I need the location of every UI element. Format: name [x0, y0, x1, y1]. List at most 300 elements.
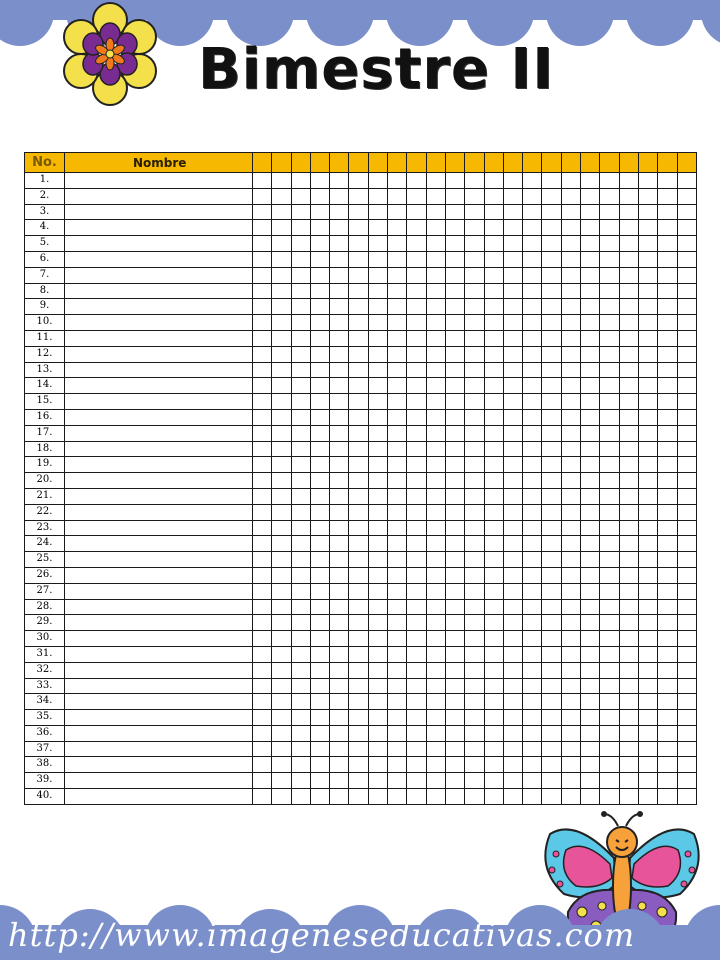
grade-cell[interactable] [581, 204, 600, 220]
grade-cell[interactable] [638, 362, 657, 378]
grade-cell[interactable] [310, 394, 329, 410]
grade-cell[interactable] [272, 346, 291, 362]
grade-cell[interactable] [407, 504, 426, 520]
grade-cell[interactable] [388, 188, 407, 204]
grade-cell[interactable] [465, 283, 484, 299]
grade-cell[interactable] [600, 662, 619, 678]
grade-cell[interactable] [677, 173, 696, 189]
grade-cell[interactable] [330, 520, 349, 536]
grade-cell[interactable] [484, 173, 503, 189]
grade-cell[interactable] [523, 678, 542, 694]
grade-cell[interactable] [523, 425, 542, 441]
grade-cell[interactable] [253, 204, 272, 220]
grade-cell[interactable] [658, 315, 677, 331]
grade-cell[interactable] [600, 204, 619, 220]
grade-cell[interactable] [272, 552, 291, 568]
grade-cell[interactable] [581, 251, 600, 267]
grade-cell[interactable] [330, 188, 349, 204]
grade-cell[interactable] [291, 583, 310, 599]
grade-cell[interactable] [445, 330, 464, 346]
grade-cell[interactable] [638, 741, 657, 757]
grade-cell[interactable] [600, 504, 619, 520]
grade-cell[interactable] [330, 536, 349, 552]
grade-cell[interactable] [658, 283, 677, 299]
grade-cell[interactable] [503, 725, 522, 741]
grade-cell[interactable] [581, 409, 600, 425]
grade-cell[interactable] [272, 615, 291, 631]
grade-cell[interactable] [465, 694, 484, 710]
grade-cell[interactable] [426, 520, 445, 536]
grade-cell[interactable] [600, 346, 619, 362]
grade-cell[interactable] [349, 567, 368, 583]
grade-cell[interactable] [445, 236, 464, 252]
grade-cell[interactable] [638, 236, 657, 252]
grade-cell[interactable] [542, 789, 561, 805]
grade-cell[interactable] [638, 409, 657, 425]
grade-cell[interactable] [658, 409, 677, 425]
grade-cell[interactable] [600, 646, 619, 662]
grade-cell[interactable] [619, 315, 638, 331]
name-cell[interactable] [65, 251, 253, 267]
grade-cell[interactable] [310, 631, 329, 647]
grade-cell[interactable] [503, 662, 522, 678]
grade-cell[interactable] [253, 267, 272, 283]
grade-cell[interactable] [619, 330, 638, 346]
grade-cell[interactable] [600, 757, 619, 773]
grade-cell[interactable] [677, 552, 696, 568]
grade-cell[interactable] [310, 362, 329, 378]
grade-cell[interactable] [330, 220, 349, 236]
grade-cell[interactable] [561, 773, 580, 789]
grade-cell[interactable] [677, 599, 696, 615]
grade-cell[interactable] [542, 741, 561, 757]
grade-cell[interactable] [638, 725, 657, 741]
grade-cell[interactable] [600, 773, 619, 789]
grade-cell[interactable] [619, 220, 638, 236]
grade-cell[interactable] [349, 299, 368, 315]
grade-cell[interactable] [388, 220, 407, 236]
grade-cell[interactable] [638, 789, 657, 805]
grade-cell[interactable] [445, 646, 464, 662]
grade-cell[interactable] [658, 678, 677, 694]
grade-cell[interactable] [542, 346, 561, 362]
grade-cell[interactable] [581, 473, 600, 489]
grade-cell[interactable] [561, 599, 580, 615]
grade-cell[interactable] [465, 773, 484, 789]
grade-cell[interactable] [407, 488, 426, 504]
grade-cell[interactable] [407, 409, 426, 425]
grade-cell[interactable] [272, 330, 291, 346]
grade-cell[interactable] [291, 346, 310, 362]
grade-cell[interactable] [368, 536, 387, 552]
grade-cell[interactable] [638, 441, 657, 457]
grade-cell[interactable] [407, 552, 426, 568]
grade-cell[interactable] [253, 315, 272, 331]
grade-cell[interactable] [600, 457, 619, 473]
grade-cell[interactable] [349, 330, 368, 346]
grade-cell[interactable] [368, 741, 387, 757]
grade-cell[interactable] [426, 220, 445, 236]
name-cell[interactable] [65, 346, 253, 362]
grade-cell[interactable] [581, 488, 600, 504]
grade-cell[interactable] [426, 346, 445, 362]
grade-cell[interactable] [426, 583, 445, 599]
grade-cell[interactable] [426, 567, 445, 583]
name-cell[interactable] [65, 473, 253, 489]
grade-cell[interactable] [388, 725, 407, 741]
grade-cell[interactable] [272, 536, 291, 552]
grade-cell[interactable] [407, 188, 426, 204]
name-cell[interactable] [65, 315, 253, 331]
name-cell[interactable] [65, 220, 253, 236]
grade-cell[interactable] [542, 552, 561, 568]
grade-cell[interactable] [388, 394, 407, 410]
grade-cell[interactable] [542, 204, 561, 220]
grade-cell[interactable] [330, 251, 349, 267]
grade-cell[interactable] [349, 473, 368, 489]
grade-cell[interactable] [407, 725, 426, 741]
grade-cell[interactable] [484, 394, 503, 410]
grade-cell[interactable] [561, 567, 580, 583]
grade-cell[interactable] [484, 789, 503, 805]
grade-cell[interactable] [542, 678, 561, 694]
grade-cell[interactable] [542, 662, 561, 678]
grade-cell[interactable] [542, 567, 561, 583]
grade-cell[interactable] [638, 694, 657, 710]
grade-cell[interactable] [445, 473, 464, 489]
grade-cell[interactable] [581, 662, 600, 678]
grade-cell[interactable] [291, 267, 310, 283]
grade-cell[interactable] [426, 394, 445, 410]
grade-cell[interactable] [272, 520, 291, 536]
grade-cell[interactable] [658, 251, 677, 267]
grade-cell[interactable] [677, 757, 696, 773]
grade-cell[interactable] [349, 362, 368, 378]
grade-cell[interactable] [619, 725, 638, 741]
grade-cell[interactable] [484, 220, 503, 236]
grade-cell[interactable] [523, 173, 542, 189]
grade-cell[interactable] [291, 552, 310, 568]
grade-cell[interactable] [503, 757, 522, 773]
grade-cell[interactable] [253, 567, 272, 583]
grade-cell[interactable] [407, 330, 426, 346]
grade-cell[interactable] [330, 504, 349, 520]
grade-cell[interactable] [638, 188, 657, 204]
grade-cell[interactable] [677, 394, 696, 410]
grade-cell[interactable] [503, 283, 522, 299]
grade-cell[interactable] [272, 567, 291, 583]
grade-cell[interactable] [658, 441, 677, 457]
grade-cell[interactable] [542, 773, 561, 789]
grade-cell[interactable] [677, 330, 696, 346]
grade-cell[interactable] [658, 567, 677, 583]
grade-cell[interactable] [291, 251, 310, 267]
grade-cell[interactable] [445, 204, 464, 220]
name-cell[interactable] [65, 394, 253, 410]
grade-cell[interactable] [445, 520, 464, 536]
name-cell[interactable] [65, 789, 253, 805]
grade-cell[interactable] [658, 236, 677, 252]
grade-cell[interactable] [523, 773, 542, 789]
grade-cell[interactable] [388, 678, 407, 694]
grade-cell[interactable] [484, 710, 503, 726]
grade-cell[interactable] [330, 346, 349, 362]
grade-cell[interactable] [388, 346, 407, 362]
grade-cell[interactable] [542, 394, 561, 410]
grade-cell[interactable] [600, 741, 619, 757]
grade-cell[interactable] [677, 536, 696, 552]
grade-cell[interactable] [503, 615, 522, 631]
grade-cell[interactable] [272, 773, 291, 789]
grade-cell[interactable] [349, 552, 368, 568]
grade-cell[interactable] [465, 378, 484, 394]
grade-cell[interactable] [600, 520, 619, 536]
grade-cell[interactable] [253, 662, 272, 678]
grade-cell[interactable] [542, 409, 561, 425]
grade-cell[interactable] [310, 520, 329, 536]
grade-cell[interactable] [677, 362, 696, 378]
grade-cell[interactable] [426, 725, 445, 741]
name-cell[interactable] [65, 173, 253, 189]
grade-cell[interactable] [600, 488, 619, 504]
grade-cell[interactable] [291, 725, 310, 741]
grade-cell[interactable] [445, 299, 464, 315]
grade-cell[interactable] [581, 330, 600, 346]
grade-cell[interactable] [349, 236, 368, 252]
grade-cell[interactable] [484, 251, 503, 267]
grade-cell[interactable] [291, 741, 310, 757]
grade-cell[interactable] [542, 583, 561, 599]
grade-cell[interactable] [253, 583, 272, 599]
grade-cell[interactable] [349, 741, 368, 757]
grade-cell[interactable] [388, 599, 407, 615]
grade-cell[interactable] [600, 267, 619, 283]
grade-cell[interactable] [465, 662, 484, 678]
grade-cell[interactable] [561, 173, 580, 189]
grade-cell[interactable] [503, 710, 522, 726]
grade-cell[interactable] [542, 267, 561, 283]
grade-cell[interactable] [658, 583, 677, 599]
grade-cell[interactable] [503, 583, 522, 599]
grade-cell[interactable] [388, 236, 407, 252]
grade-cell[interactable] [330, 646, 349, 662]
grade-cell[interactable] [310, 567, 329, 583]
grade-cell[interactable] [426, 710, 445, 726]
grade-cell[interactable] [407, 757, 426, 773]
grade-cell[interactable] [388, 757, 407, 773]
grade-cell[interactable] [310, 646, 329, 662]
grade-cell[interactable] [407, 710, 426, 726]
grade-cell[interactable] [426, 315, 445, 331]
grade-cell[interactable] [291, 236, 310, 252]
grade-cell[interactable] [638, 646, 657, 662]
grade-cell[interactable] [388, 473, 407, 489]
grade-cell[interactable] [561, 725, 580, 741]
grade-cell[interactable] [542, 473, 561, 489]
grade-cell[interactable] [465, 457, 484, 473]
grade-cell[interactable] [619, 204, 638, 220]
grade-cell[interactable] [291, 315, 310, 331]
grade-cell[interactable] [465, 583, 484, 599]
grade-cell[interactable] [310, 346, 329, 362]
grade-cell[interactable] [368, 678, 387, 694]
grade-cell[interactable] [465, 346, 484, 362]
grade-cell[interactable] [330, 394, 349, 410]
grade-cell[interactable] [349, 488, 368, 504]
grade-cell[interactable] [310, 504, 329, 520]
grade-cell[interactable] [368, 646, 387, 662]
grade-cell[interactable] [407, 536, 426, 552]
grade-cell[interactable] [658, 773, 677, 789]
grade-cell[interactable] [523, 267, 542, 283]
grade-cell[interactable] [581, 378, 600, 394]
grade-cell[interactable] [253, 394, 272, 410]
grade-cell[interactable] [581, 646, 600, 662]
grade-cell[interactable] [330, 362, 349, 378]
grade-cell[interactable] [349, 646, 368, 662]
grade-cell[interactable] [503, 504, 522, 520]
grade-cell[interactable] [561, 710, 580, 726]
grade-cell[interactable] [407, 567, 426, 583]
grade-cell[interactable] [503, 741, 522, 757]
grade-cell[interactable] [310, 220, 329, 236]
grade-cell[interactable] [330, 173, 349, 189]
grade-cell[interactable] [426, 204, 445, 220]
grade-cell[interactable] [310, 457, 329, 473]
grade-cell[interactable] [523, 615, 542, 631]
grade-cell[interactable] [581, 678, 600, 694]
grade-cell[interactable] [272, 362, 291, 378]
grade-cell[interactable] [638, 615, 657, 631]
grade-cell[interactable] [445, 251, 464, 267]
grade-cell[interactable] [368, 520, 387, 536]
grade-cell[interactable] [445, 457, 464, 473]
grade-cell[interactable] [330, 615, 349, 631]
grade-cell[interactable] [619, 694, 638, 710]
grade-cell[interactable] [619, 599, 638, 615]
grade-cell[interactable] [445, 725, 464, 741]
grade-cell[interactable] [484, 441, 503, 457]
grade-cell[interactable] [388, 646, 407, 662]
grade-cell[interactable] [465, 789, 484, 805]
grade-cell[interactable] [658, 694, 677, 710]
grade-cell[interactable] [619, 631, 638, 647]
grade-cell[interactable] [407, 251, 426, 267]
grade-cell[interactable] [388, 378, 407, 394]
grade-cell[interactable] [619, 552, 638, 568]
grade-cell[interactable] [253, 678, 272, 694]
grade-cell[interactable] [523, 757, 542, 773]
grade-cell[interactable] [253, 251, 272, 267]
grade-cell[interactable] [388, 631, 407, 647]
grade-cell[interactable] [272, 725, 291, 741]
grade-cell[interactable] [542, 283, 561, 299]
grade-cell[interactable] [503, 473, 522, 489]
grade-cell[interactable] [291, 757, 310, 773]
grade-cell[interactable] [349, 425, 368, 441]
grade-cell[interactable] [561, 267, 580, 283]
grade-cell[interactable] [658, 362, 677, 378]
grade-cell[interactable] [658, 267, 677, 283]
grade-cell[interactable] [503, 220, 522, 236]
grade-cell[interactable] [638, 552, 657, 568]
grade-cell[interactable] [445, 662, 464, 678]
grade-cell[interactable] [503, 346, 522, 362]
grade-cell[interactable] [581, 267, 600, 283]
grade-cell[interactable] [523, 188, 542, 204]
grade-cell[interactable] [638, 283, 657, 299]
grade-cell[interactable] [272, 741, 291, 757]
grade-cell[interactable] [600, 536, 619, 552]
grade-cell[interactable] [465, 441, 484, 457]
grade-cell[interactable] [407, 394, 426, 410]
grade-cell[interactable] [638, 251, 657, 267]
grade-cell[interactable] [638, 504, 657, 520]
grade-cell[interactable] [503, 488, 522, 504]
grade-cell[interactable] [523, 378, 542, 394]
grade-cell[interactable] [523, 220, 542, 236]
grade-cell[interactable] [600, 441, 619, 457]
grade-cell[interactable] [484, 678, 503, 694]
grade-cell[interactable] [484, 567, 503, 583]
grade-cell[interactable] [426, 441, 445, 457]
grade-cell[interactable] [503, 536, 522, 552]
grade-cell[interactable] [291, 220, 310, 236]
name-cell[interactable] [65, 725, 253, 741]
grade-cell[interactable] [503, 394, 522, 410]
grade-cell[interactable] [503, 299, 522, 315]
grade-cell[interactable] [638, 757, 657, 773]
name-cell[interactable] [65, 773, 253, 789]
grade-cell[interactable] [426, 425, 445, 441]
grade-cell[interactable] [542, 362, 561, 378]
grade-cell[interactable] [368, 283, 387, 299]
grade-cell[interactable] [445, 315, 464, 331]
grade-cell[interactable] [638, 204, 657, 220]
grade-cell[interactable] [523, 394, 542, 410]
grade-cell[interactable] [445, 710, 464, 726]
grade-cell[interactable] [484, 236, 503, 252]
grade-cell[interactable] [253, 710, 272, 726]
grade-cell[interactable] [253, 536, 272, 552]
grade-cell[interactable] [349, 583, 368, 599]
grade-cell[interactable] [523, 346, 542, 362]
grade-cell[interactable] [658, 457, 677, 473]
grade-cell[interactable] [523, 315, 542, 331]
grade-cell[interactable] [484, 473, 503, 489]
grade-cell[interactable] [291, 473, 310, 489]
grade-cell[interactable] [349, 315, 368, 331]
grade-cell[interactable] [349, 615, 368, 631]
grade-cell[interactable] [503, 773, 522, 789]
grade-cell[interactable] [253, 441, 272, 457]
grade-cell[interactable] [542, 599, 561, 615]
grade-cell[interactable] [272, 488, 291, 504]
grade-cell[interactable] [503, 694, 522, 710]
grade-cell[interactable] [523, 646, 542, 662]
grade-cell[interactable] [407, 441, 426, 457]
grade-cell[interactable] [310, 267, 329, 283]
grade-cell[interactable] [581, 599, 600, 615]
grade-cell[interactable] [658, 757, 677, 773]
grade-cell[interactable] [368, 394, 387, 410]
grade-cell[interactable] [542, 504, 561, 520]
grade-cell[interactable] [330, 773, 349, 789]
grade-cell[interactable] [638, 710, 657, 726]
grade-cell[interactable] [503, 204, 522, 220]
grade-cell[interactable] [619, 789, 638, 805]
grade-cell[interactable] [426, 409, 445, 425]
